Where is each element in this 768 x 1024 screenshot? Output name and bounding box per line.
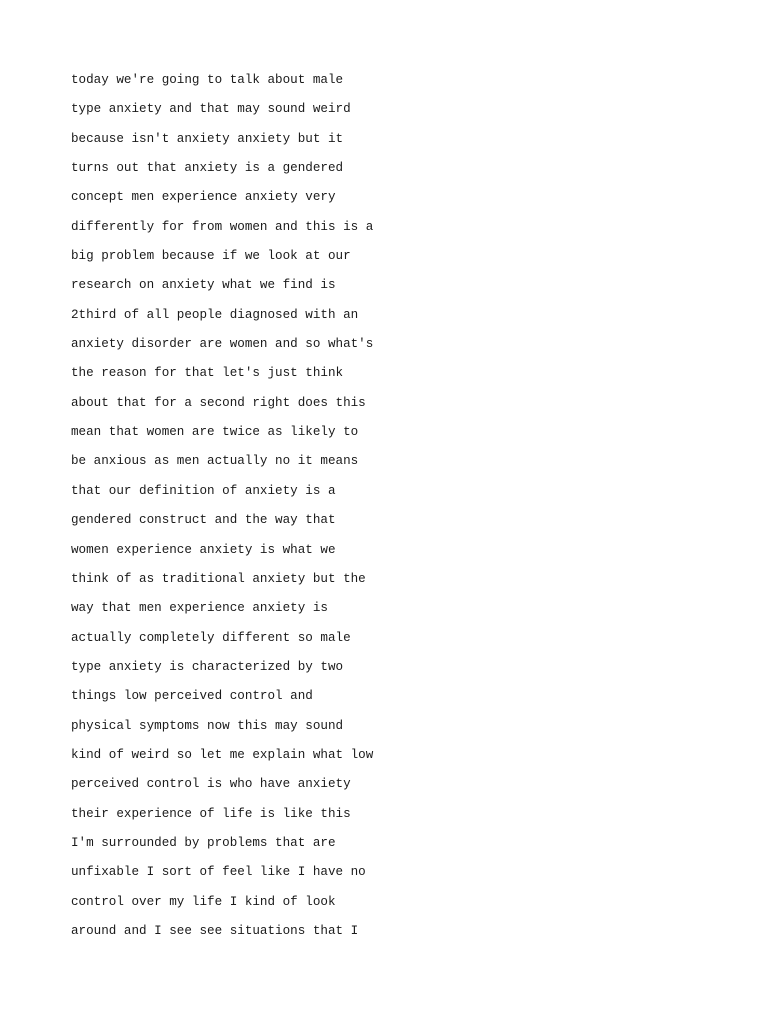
text-line: unfixable I sort of feel like I have no [71,865,366,880]
text-line: the reason for that let's just think [71,366,344,381]
text-line: today we're going to talk about male [71,73,344,87]
transcript-text [71,69,373,949]
text-line: type anxiety and that may sound weird [71,102,351,117]
text-line: anxiety disorder are women and so what's [71,337,374,352]
text-line: their experience of life is like this [71,806,351,821]
text-line: women experience anxiety is what we [71,542,336,557]
text-line: physical symptoms now this may sound [71,718,344,733]
text-line: because isn't anxiety anxiety but it [71,131,344,146]
text-line: I'm surrounded by problems that are [71,835,336,850]
text-line: way that men experience anxiety is [71,601,328,616]
text-line: around and I see see situations that I [71,923,359,938]
text-line: mean that women are twice as likely to [71,425,359,440]
text-line: perceived control is who have anxiety [71,777,351,792]
text-line: type anxiety is characterized by two [71,659,344,674]
text-line: about that for a second right does this [71,395,366,410]
text-line: think of as traditional anxiety but the [71,571,366,586]
text-line: gendered construct and the way that [71,513,336,528]
text-line: turns out that anxiety is a gendered [71,161,344,176]
text-line: control over my life I kind of look [71,894,336,909]
text-line: differently for from women and this is a [71,219,374,234]
text-line: things low perceived control and [71,689,313,704]
text-line: kind of weird so let me explain what low [71,747,374,762]
text-line: that our definition of anxiety is a [71,483,336,498]
text-line: concept men experience anxiety very [71,190,336,205]
text-line: 2third of all people diagnosed with an [71,307,359,322]
text-line: big problem because if we look at our [71,249,351,264]
text-line: be anxious as men actually no it means [71,454,359,469]
text-line: research on anxiety what we find is [71,278,336,293]
text-line: actually completely different so male [71,630,351,645]
